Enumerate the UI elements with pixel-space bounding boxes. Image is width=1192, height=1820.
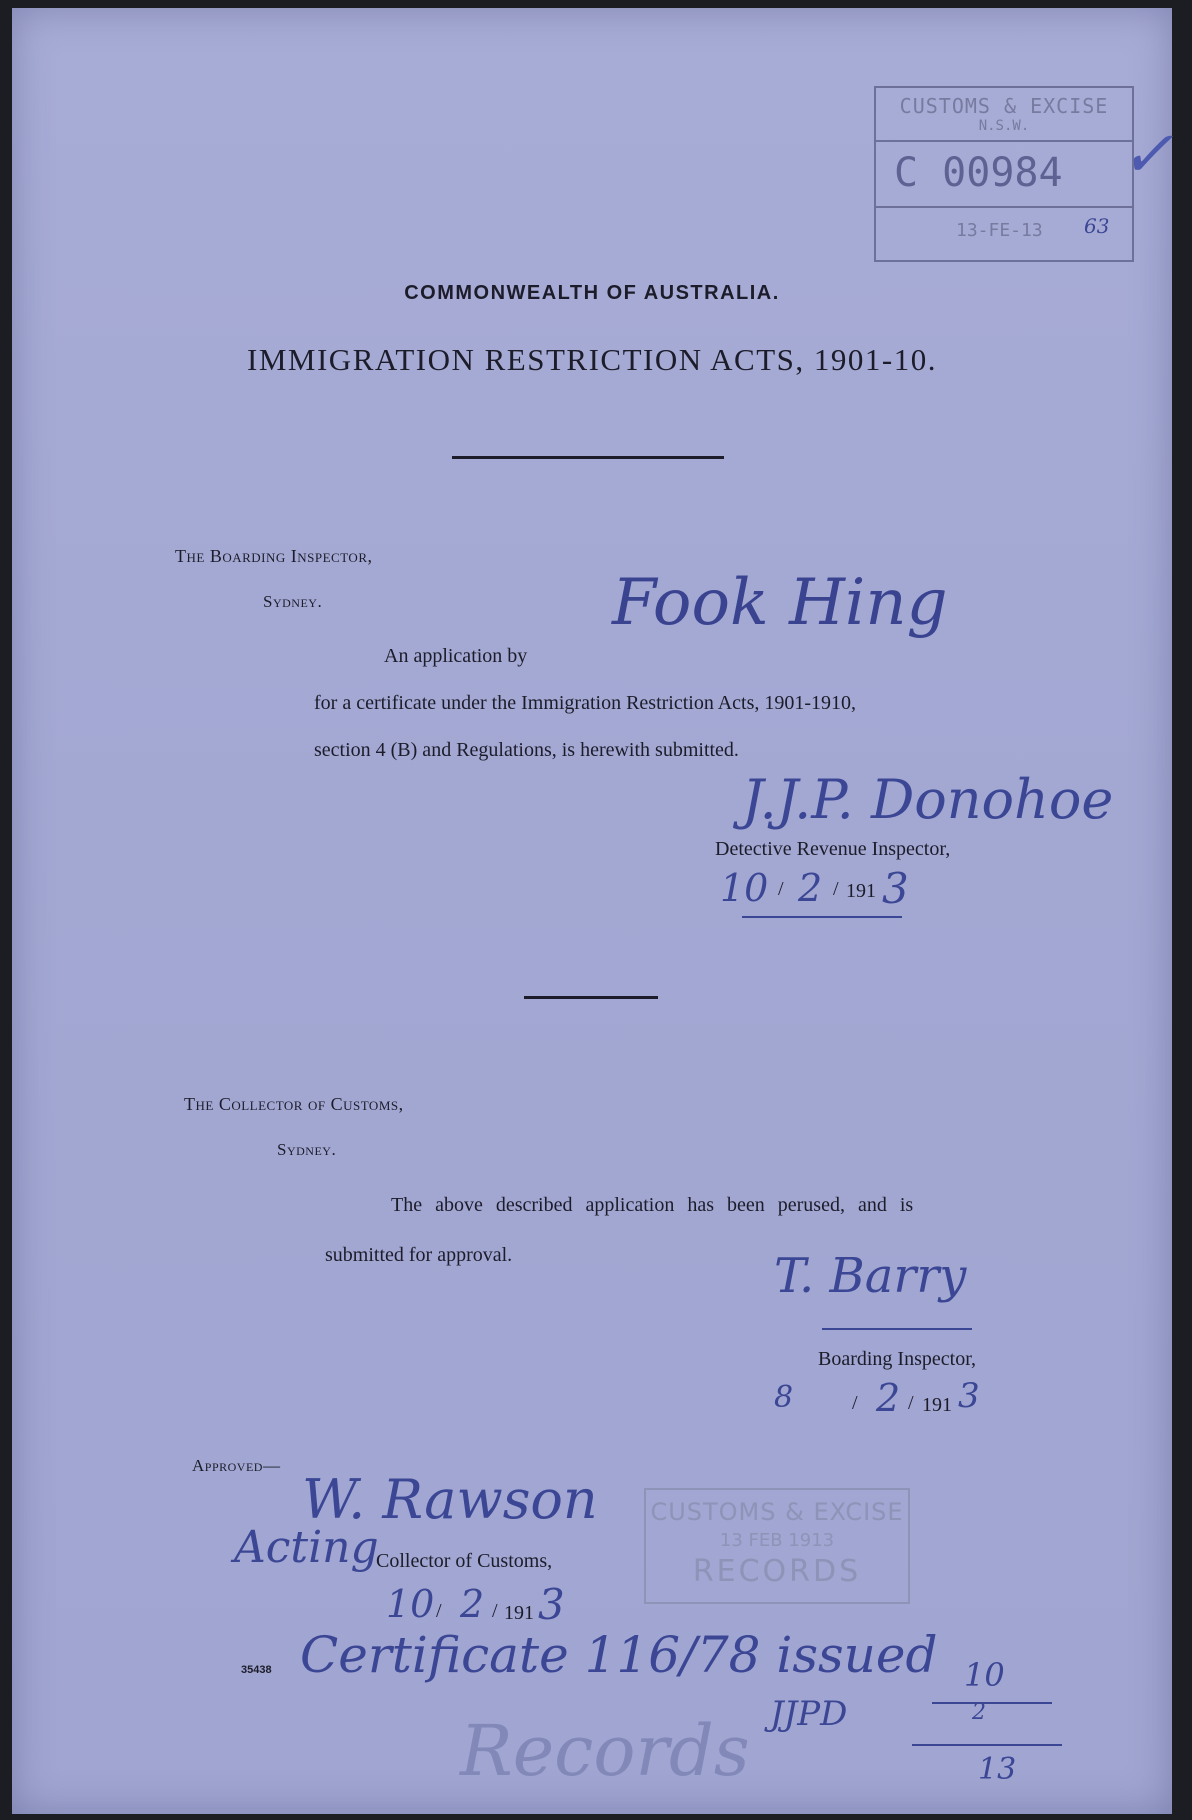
- stamp-note: 63: [1084, 214, 1110, 238]
- section1-title: Detective Revenue Inspector,: [715, 838, 951, 860]
- approval-date-year-suffix: 3: [538, 1580, 565, 1629]
- approval-date-year-prefix: 191: [504, 1602, 534, 1624]
- stamp-line1: CUSTOMS & EXCISE: [899, 94, 1109, 118]
- application-by-label: An application by: [384, 645, 528, 667]
- act-title: IMMIGRATION RESTRICTION ACTS, 1901-10.: [247, 342, 937, 377]
- commonwealth-heading: COMMONWEALTH OF AUSTRALIA.: [404, 282, 780, 304]
- footer-initials: JJPD: [770, 1694, 848, 1734]
- acting-handwritten: Acting: [234, 1522, 379, 1573]
- section-rule: [524, 996, 658, 999]
- section1-date-day: 10: [720, 866, 769, 910]
- approval-date: [382, 1582, 642, 1632]
- approved-label: Approved—: [192, 1456, 281, 1475]
- records-handwritten: Records: [460, 1710, 750, 1792]
- section2-date-month: 2: [876, 1376, 901, 1420]
- certificate-note: Certificate 116/78 issued: [300, 1626, 938, 1684]
- records-stamp-line2: 13 FEB 1913: [719, 1530, 835, 1551]
- date-separator: /: [833, 878, 839, 900]
- collector-signature: W. Rawson: [302, 1468, 598, 1531]
- check-mark-icon: ✓: [1120, 118, 1174, 192]
- records-stamp-line3: RECORDS: [692, 1554, 862, 1589]
- signature-underline: [822, 1328, 972, 1330]
- section1-body-line1: for a certificate under the Immigration Restriction Acts, 1901-1910,: [314, 692, 857, 714]
- section2-date-year-suffix: 3: [958, 1376, 980, 1416]
- records-stamp-line1: CUSTOMS & EXCISE: [650, 1498, 904, 1526]
- note-date-line: [932, 1702, 1052, 1704]
- section2-body-line2: submitted for approval.: [325, 1244, 513, 1266]
- section2-date: [772, 1376, 1032, 1420]
- date-separator: /: [778, 878, 784, 900]
- customs-stamp-top: [874, 86, 1134, 262]
- note-date-year: 13: [978, 1752, 1017, 1787]
- section2-body-line1: The above described application has been perused, and is: [391, 1194, 914, 1216]
- section1-date-month: 2: [798, 866, 823, 910]
- date-separator: /: [908, 1392, 914, 1414]
- applicant-name-handwritten: Fook Hing: [612, 566, 948, 640]
- stamp-date: 13-FE-13: [956, 220, 1043, 241]
- document-sheet: [12, 8, 1172, 1814]
- section1-city: Sydney.: [263, 592, 323, 611]
- section2-date-day: 8: [774, 1380, 794, 1415]
- section1-body-line2: section 4 (B) and Regulations, is herewith submitted.: [314, 739, 739, 761]
- note-date-month: 2: [972, 1700, 986, 1725]
- form-number: 35438: [241, 1664, 272, 1676]
- stamp-divider-2: [876, 206, 1132, 208]
- stamp-number: C 00984: [894, 150, 1063, 196]
- date-separator: /: [852, 1392, 858, 1414]
- section2-date-year-prefix: 191: [922, 1394, 952, 1416]
- note-date-line-2: [912, 1744, 1062, 1746]
- note-date-day: 10: [964, 1656, 1005, 1694]
- approval-title: Collector of Customs,: [376, 1550, 553, 1572]
- section1-date-year-prefix: 191: [846, 880, 876, 902]
- date-separator: /: [436, 1600, 442, 1622]
- section2-title: Boarding Inspector,: [818, 1348, 977, 1370]
- header-rule: [452, 456, 724, 459]
- date-separator: /: [492, 1600, 498, 1622]
- boarding-inspector-signature: T. Barry: [774, 1248, 967, 1304]
- section2-city: Sydney.: [277, 1140, 337, 1159]
- stamp-line2: N.S.W.: [978, 118, 1030, 134]
- records-stamp: [644, 1488, 910, 1604]
- date-underline: [742, 916, 902, 918]
- approval-date-month: 2: [460, 1582, 485, 1626]
- section2-addressee: The Collector of Customs,: [184, 1094, 404, 1114]
- inspector-signature: J.J.P. Donohoe: [742, 768, 1114, 831]
- approval-date-day: 10: [386, 1582, 435, 1626]
- section1-addressee: The Boarding Inspector,: [175, 546, 373, 566]
- stamp-divider: [876, 140, 1132, 142]
- section1-date: [718, 864, 918, 913]
- section1-date-year-suffix: 3: [882, 864, 909, 913]
